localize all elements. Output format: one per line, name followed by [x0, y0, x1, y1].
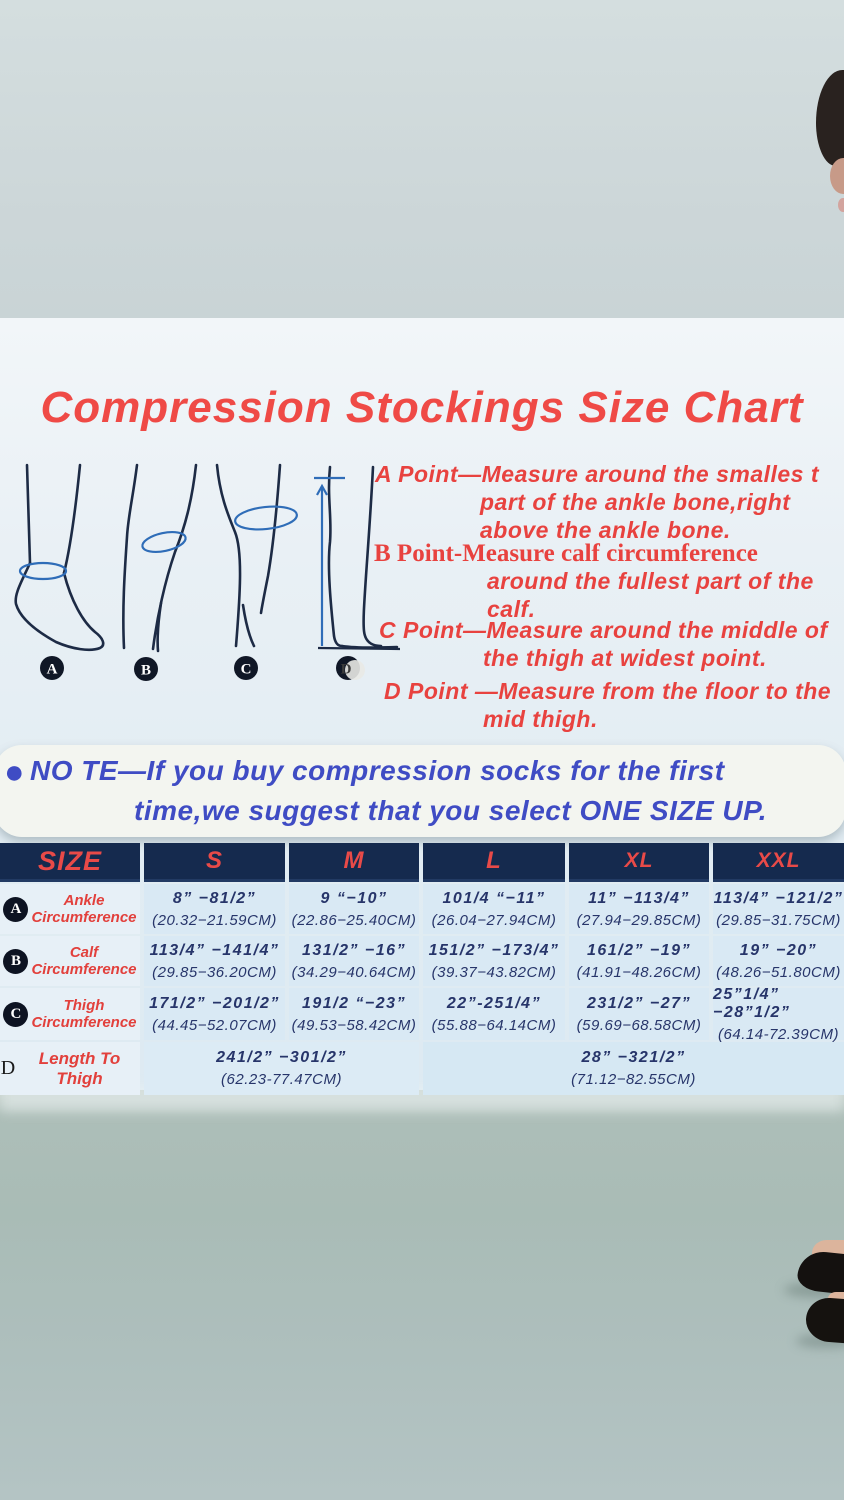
row-label-text: Thigh Circumference — [31, 996, 137, 1031]
photo-background-top — [0, 0, 844, 318]
table-cell: 131/2” −16” (34.29−40.64CM) — [289, 936, 419, 986]
row-badge-b: B — [3, 949, 28, 974]
row-label-thigh — [0, 988, 140, 1040]
measure-instruction-line: above the ankle bone. — [480, 517, 731, 543]
badge-a-letter: A — [46, 661, 58, 678]
badge-c-letter: C — [240, 661, 252, 678]
person-skin-fragment — [838, 198, 844, 212]
table-cell: 22”-251/4” (55.88−64.14CM) — [423, 988, 565, 1040]
measure-instruction-line: C Point—Measure around the middle of — [379, 617, 828, 643]
column-header-xxl: XXL — [713, 843, 844, 882]
note-text-line1: NO TE—If you buy compression socks for the first — [30, 755, 725, 786]
diagram-badge-group — [40, 656, 365, 681]
table-cell: 171/2” −201/2” (44.45−52.07CM) — [144, 988, 285, 1040]
measure-instruction-line: the thigh at widest point. — [483, 645, 767, 671]
measure-instruction-line: part of the ankle bone,right — [480, 489, 791, 515]
measure-instruction-line: D Point —Measure from the floor to the — [384, 678, 832, 704]
row-badge-d: D — [0, 1057, 16, 1079]
bullet-icon: ● — [4, 753, 25, 791]
row-label-text: Length To Thigh — [38, 1048, 121, 1088]
badge-d-letter: D — [340, 661, 352, 678]
table-cell: 25”1/4” −28”1/2” (64.14-72.39CM) — [713, 988, 844, 1040]
column-header-xl: XL — [569, 843, 709, 882]
table-cell: 113/4” −121/2” (29.85−31.75CM) — [713, 884, 844, 934]
column-header-s: S — [144, 843, 285, 882]
column-header-m: M — [289, 843, 419, 882]
column-header-l: L — [423, 843, 565, 882]
measure-instruction-line: around the fullest part of the — [487, 568, 814, 594]
table-cell: 113/4” −141/4” (29.85−36.20CM) — [144, 936, 285, 986]
table-cell: 11” −113/4” (27.94−29.85CM) — [569, 884, 709, 934]
table-cell: 151/2” −173/4” (39.37−43.82CM) — [423, 936, 565, 986]
photo-floor — [0, 1090, 844, 1500]
row-badge-a: A — [3, 897, 28, 922]
table-cell: 231/2” −27” (59.69−68.58CM) — [569, 988, 709, 1040]
table-cell-span-lxxl: 28” −321/2” (71.12−82.55CM) — [423, 1042, 844, 1095]
table-cell: 19” −20” (48.26−51.80CM) — [713, 936, 844, 986]
column-header-size: SIZE — [0, 843, 140, 882]
row-label-text: Ankle Circumference — [31, 891, 137, 926]
row-label-text: Calf Circumference — [31, 943, 137, 978]
note-banner — [0, 745, 844, 837]
row-label-length — [0, 1042, 140, 1095]
size-chart-table — [0, 843, 844, 1095]
table-cell: 161/2” −19” (41.91−48.26CM) — [569, 936, 709, 986]
measure-instruction-line: mid thigh. — [483, 706, 598, 732]
badge-b-letter: B — [140, 662, 152, 679]
table-cell: 191/2 “−23” (49.53−58.42CM) — [289, 988, 419, 1040]
row-badge-c: C — [3, 1002, 28, 1027]
row-label-calf — [0, 936, 140, 986]
calf-measure-tape — [141, 529, 188, 556]
measure-instruction-line: B Point-Measure calf circumference — [374, 540, 758, 567]
row-label-ankle — [0, 884, 140, 934]
table-cell: 101/4 “−11” (26.04−27.94CM) — [423, 884, 565, 934]
leg-measurement-diagram — [0, 455, 400, 695]
table-cell-span-sm: 241/2” −301/2” (62.23-77.47CM) — [144, 1042, 419, 1095]
table-cell: 9 “−10” (22.86−25.40CM) — [289, 884, 419, 934]
thigh-measure-tape — [234, 504, 298, 532]
table-cell: 8” −81/2” (20.32−21.59CM) — [144, 884, 285, 934]
measure-instruction-line: A Point—Measure around the smalles t — [375, 461, 820, 487]
page-title: Compression Stockings Size Chart — [40, 383, 804, 432]
measure-instruction-line: calf. — [487, 596, 536, 622]
note-text-line2: time,we suggest that you select ONE SIZE UP. — [134, 795, 767, 826]
